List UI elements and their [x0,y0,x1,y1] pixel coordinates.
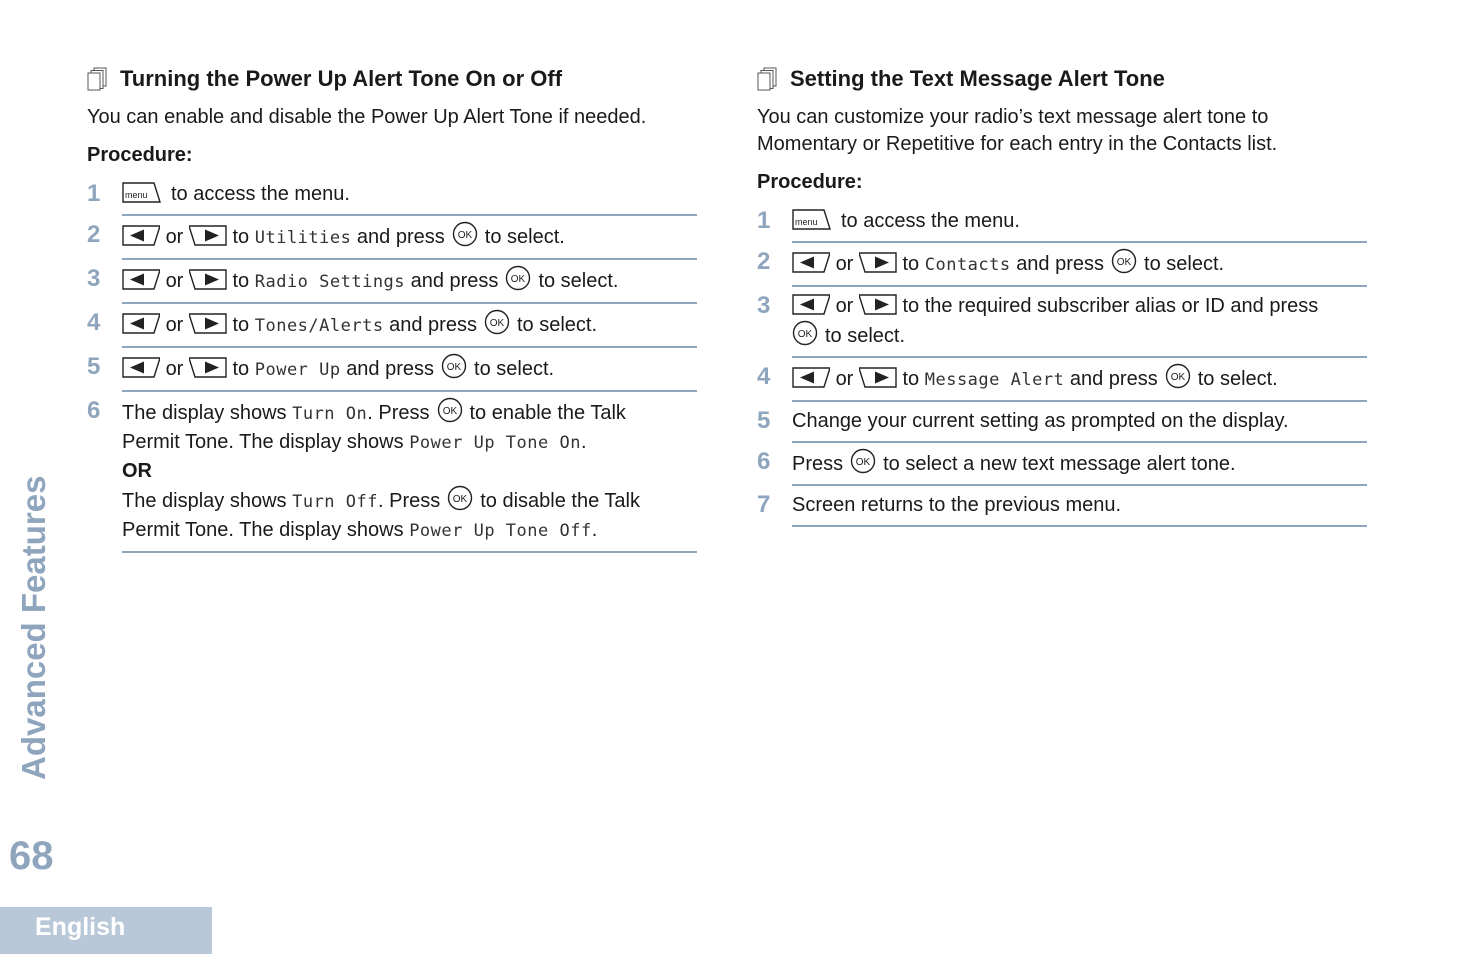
step-text: to enable the Talk [469,402,626,424]
menu-key-icon [122,181,162,205]
ok-button-label: OK [1116,257,1132,268]
left-section-header [87,62,697,96]
ok-button-icon [452,221,478,247]
ok-button-icon [1111,248,1137,274]
page-number: 68 [9,834,54,878]
ok-button-label: OK [797,329,813,340]
press-word: Press [792,453,844,475]
and-press-text: and press [346,358,435,380]
or-word: or [835,295,854,317]
ok-button-label: OK [442,406,457,417]
ok-button-label: OK [457,230,472,241]
step-text: . [580,431,587,453]
or-word: or [165,358,184,380]
left-step-2 [87,216,697,260]
step-text: The display shows [122,402,287,424]
step-text: to access the menu. [171,183,350,205]
right-step-2 [757,243,1367,287]
left-step-4 [87,304,697,348]
ok-button-label: OK [446,362,462,373]
right-step-4 [757,358,1367,402]
step-text: Permit Tone. The display shows [122,519,404,541]
right-step-5 [757,402,1367,443]
step-text: Screen returns to the previous menu. [792,494,1122,516]
lcd-text: Radio Settings [254,272,406,292]
or-word: or [165,226,184,248]
to-word: to [902,368,920,390]
left-intro: You can enable and disable the Power Up Alert Tone if needed. [87,106,647,128]
step-number: 3 [757,292,771,319]
intro-line-1: You can customize your radio’s text message alert tone to [757,106,1269,128]
step-tail: to select. [1144,253,1225,275]
to-word: to [232,226,250,248]
ok-button-icon [484,309,510,335]
lcd-text: Utilities [254,228,352,248]
right-step-3 [757,287,1367,358]
left-section-title: Turning the Power Up Alert Tone On or Off [120,66,563,91]
step-number: 6 [757,448,771,475]
step-text: to the required subscriber alias or ID and press [902,295,1319,317]
right-column [757,62,1367,527]
left-step-5 [87,348,697,392]
step-text: Change your current setting as prompted on the display. [792,410,1289,432]
step-number: 2 [757,248,771,275]
left-arrow-key-icon [122,268,160,292]
ok-button-icon [1165,363,1191,389]
or-word: or [835,253,854,275]
step-tail: to select. [538,270,619,292]
lcd-text: Turn Off [292,492,378,512]
step-6-line-2 [122,428,697,457]
right-arrow-key-icon [189,224,227,248]
lcd-text: Contacts [924,255,1011,275]
lcd-text: Tones/Alerts [254,316,384,336]
right-step-7 [757,486,1367,527]
step-text: to select a new text message alert tone. [883,453,1236,475]
ok-button-label: OK [855,457,871,468]
right-procedure-label: Procedure: [757,171,863,193]
left-step-6 [87,392,697,553]
step-text: . Press [367,402,430,424]
step-number: 3 [87,265,101,292]
step-number: 6 [87,397,101,424]
step-text: Permit Tone. The display shows [122,431,404,453]
right-arrow-key-icon [859,293,897,317]
ok-button-icon [447,485,473,511]
right-steps [757,202,1367,527]
ok-button-icon [505,265,531,291]
step-tail: to select. [484,226,565,248]
step-text: to access the menu. [841,210,1020,232]
step-text: to disable the Talk [480,490,640,512]
side-section-title: Advanced Features [15,475,52,780]
left-steps [87,175,697,553]
note-icon [757,67,779,91]
or-word: or [165,270,184,292]
left-arrow-key-icon [792,366,830,390]
left-step-3 [87,260,697,304]
menu-key-label: menu [795,217,818,227]
left-arrow-key-icon [792,251,830,275]
right-step-6 [757,443,1367,486]
left-arrow-key-icon [122,356,160,380]
right-section-header [757,62,1367,96]
and-press-text: and press [1016,253,1105,275]
step-number: 4 [87,309,101,336]
step-text: . Press [377,490,441,512]
ok-button-label: OK [511,274,526,285]
step-tail: to select. [474,358,555,380]
intro-line-2: Momentary or Repetitive for each entry in the Contacts list. [757,133,1278,155]
ok-button-icon [792,320,818,346]
step-number: 1 [757,207,771,234]
step-text: The display shows [122,490,287,512]
right-arrow-key-icon [189,268,227,292]
menu-key-label: menu [125,190,148,200]
left-arrow-key-icon [122,224,160,248]
lcd-text: Turn On [292,404,368,424]
step-tail: to select. [1197,368,1278,390]
and-press-text: and press [389,314,477,336]
left-arrow-key-icon [122,312,160,336]
step-6-line-4 [122,516,697,545]
step-number: 5 [87,353,101,380]
ok-button-label: OK [1170,372,1185,383]
step-number: 7 [757,491,771,518]
left-arrow-key-icon [792,293,830,317]
lcd-text: Power Up Tone Off [409,521,592,541]
step-number: 5 [757,407,771,434]
lcd-text: Message Alert [924,370,1065,390]
ok-button-icon [441,353,467,379]
and-press-text: and press [410,270,499,292]
step-text: . [591,519,598,541]
right-section-title: Setting the Text Message Alert Tone [790,66,1165,91]
left-step-1 [87,175,697,216]
right-intro [757,104,1367,158]
or-separator: OR [122,460,152,482]
step-number: 4 [757,363,771,390]
lcd-text: Power Up [254,360,341,380]
ok-button-label: OK [489,318,505,329]
ok-button-icon [850,448,876,474]
right-arrow-key-icon [859,366,897,390]
step-6-line-3 [122,485,697,516]
to-word: to [232,314,250,336]
ok-button-label: OK [453,494,468,505]
language-tab: English [0,907,212,954]
step-6-line-1 [122,397,697,428]
to-word: to [232,270,250,292]
and-press-text: and press [356,226,445,248]
or-word: or [835,368,854,390]
note-icon [87,67,109,91]
right-arrow-key-icon [189,312,227,336]
lcd-text: Power Up Tone On [409,433,581,453]
ok-button-icon [437,397,463,423]
right-arrow-key-icon [859,251,897,275]
to-word: to [902,253,920,275]
step-number: 1 [87,180,101,207]
and-press-text: and press [1069,368,1158,390]
left-procedure-label: Procedure: [87,144,193,166]
right-arrow-key-icon [189,356,227,380]
to-word: to [232,358,250,380]
or-word: or [165,314,184,336]
menu-key-icon [792,208,832,232]
left-column [87,62,697,553]
step-tail: to select. [516,314,598,336]
step-tail: to select. [825,325,906,347]
step-number: 2 [87,221,101,248]
right-step-1 [757,202,1367,243]
